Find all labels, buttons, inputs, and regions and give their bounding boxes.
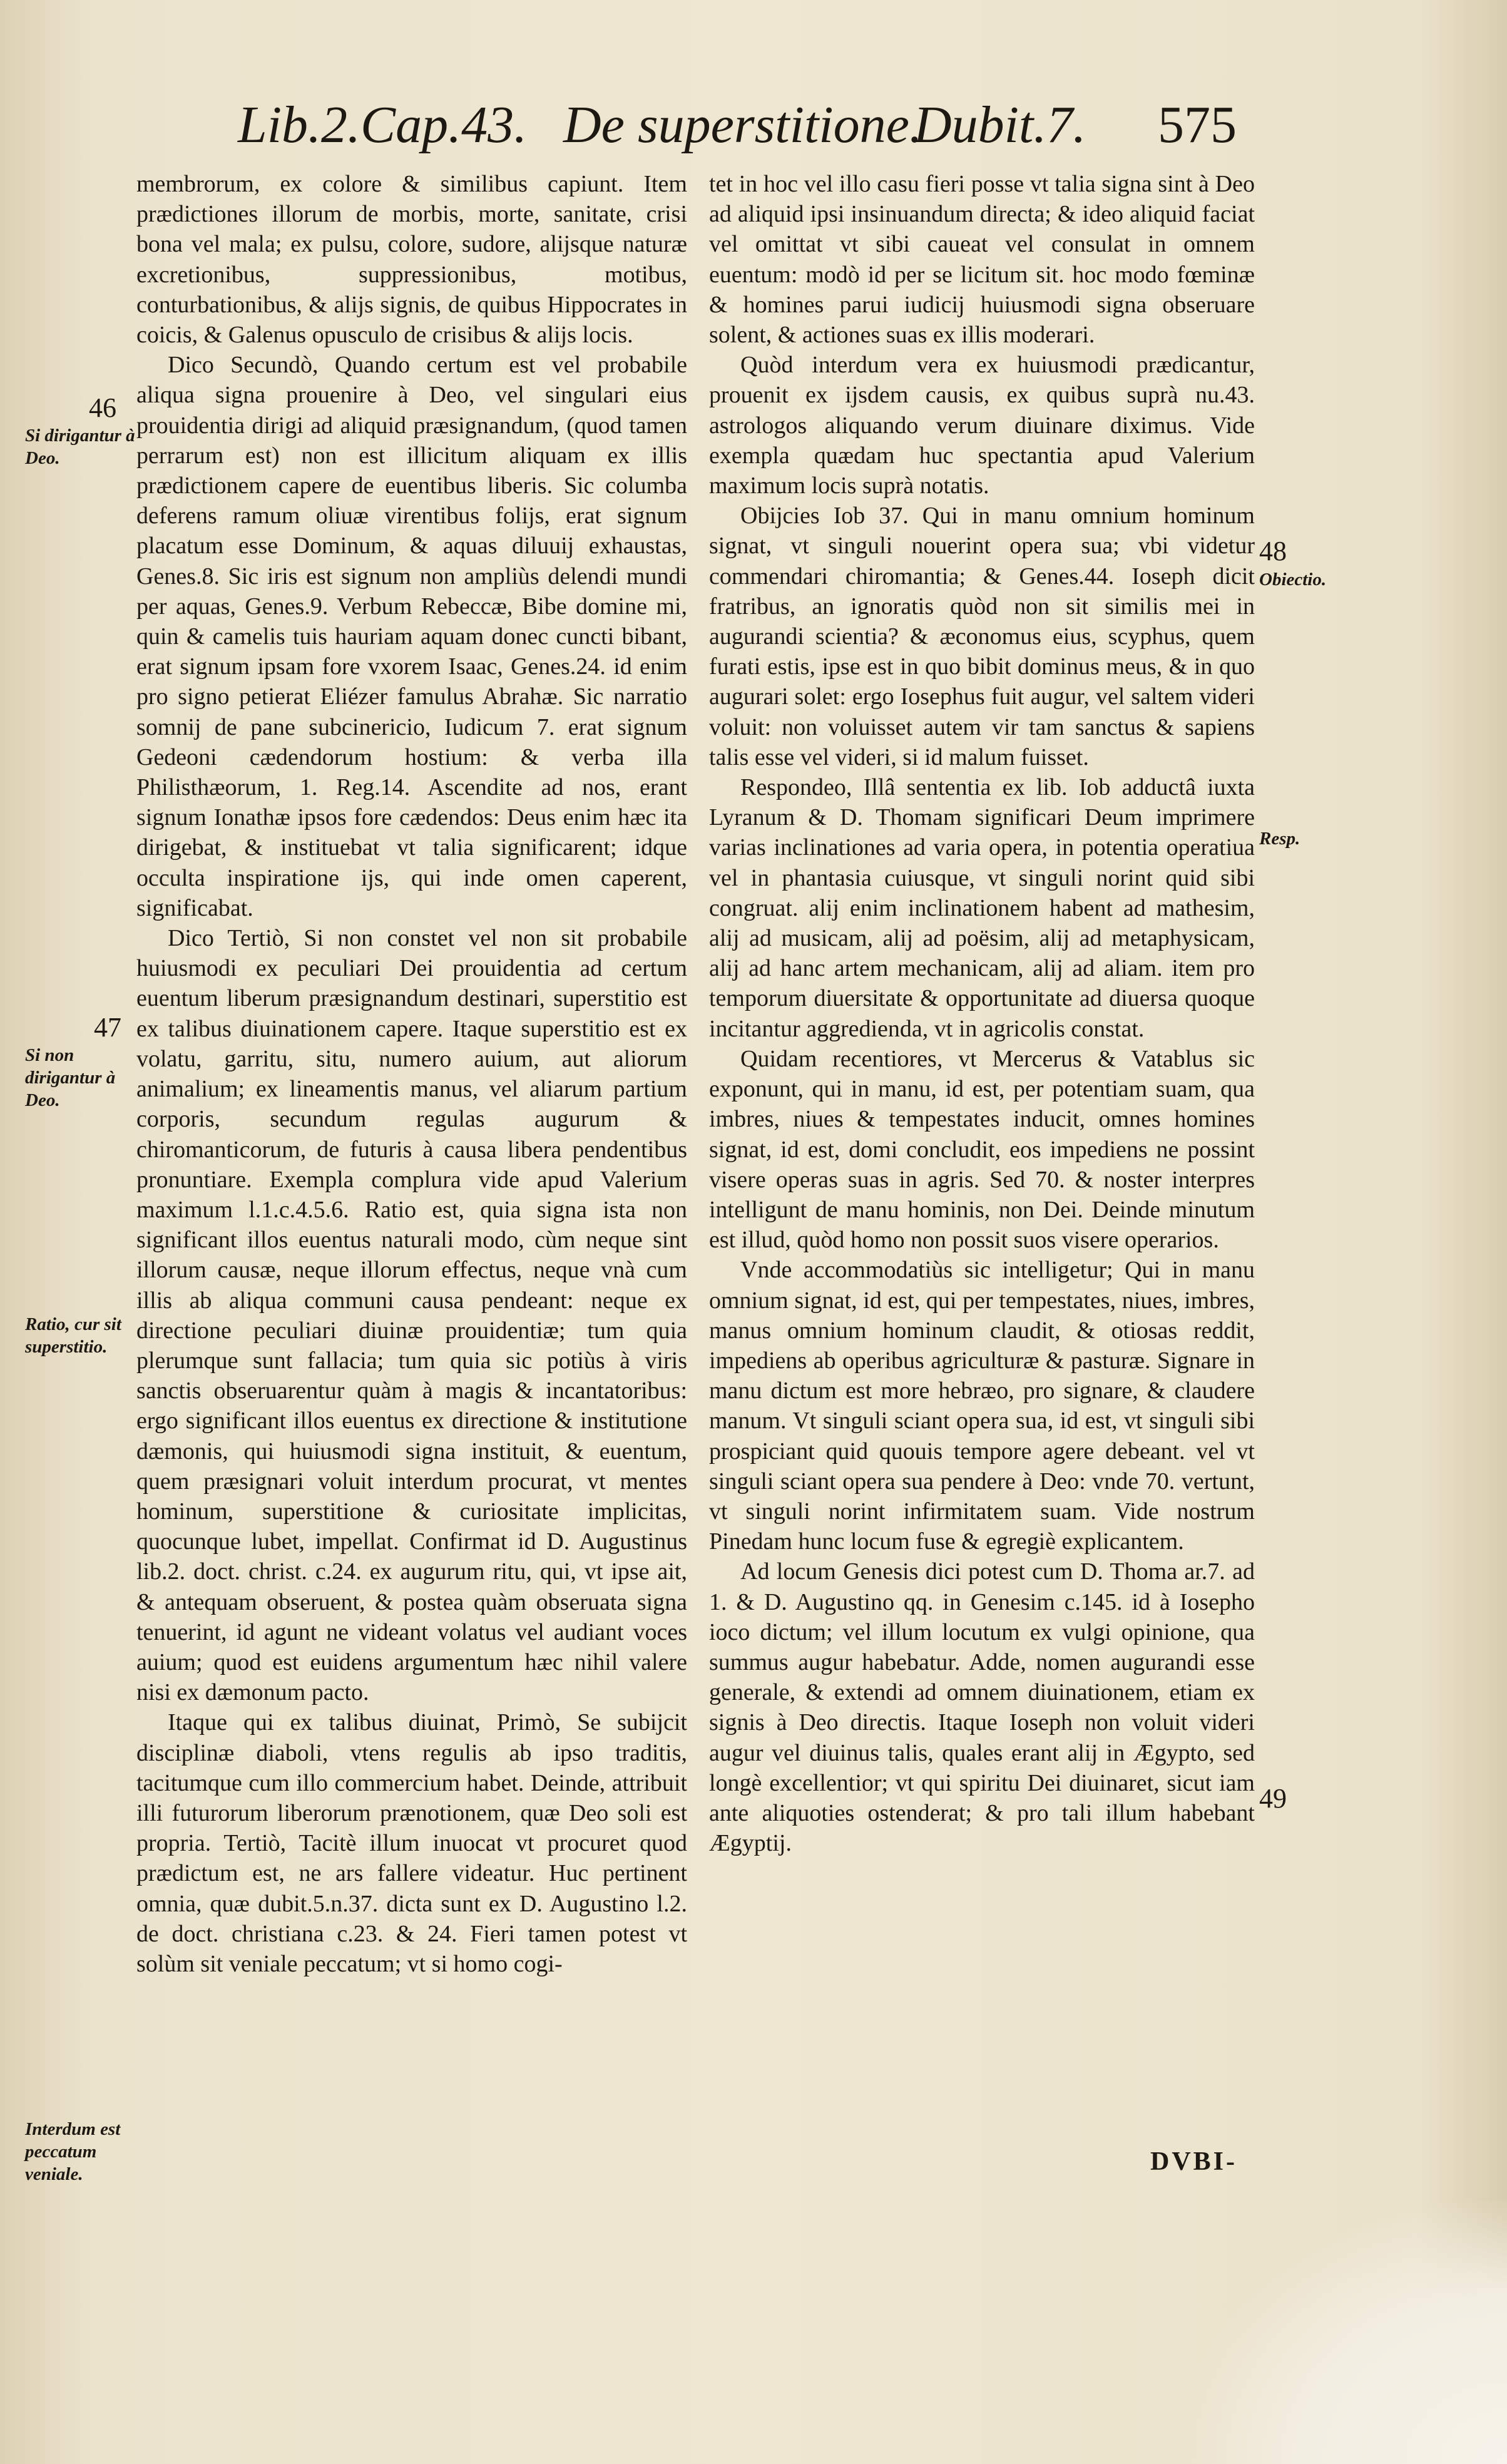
page-corner-damage (1182, 2201, 1507, 2464)
margin-note-obiectio: Obiectio. (1259, 570, 1327, 590)
section-number-46: 46 (89, 392, 116, 423)
section-number-48: 48 (1259, 536, 1287, 566)
paragraph: Quòd interdum vera ex huiusmodi prædicantur, prouenit ex ijsdem causis, ex quibus suprà nu.43. astrologos aliquando verum diuinare diximus. Vide exempla quædam huc spectantia apud Valerium maximum locis suprà notatis. (709, 352, 1255, 499)
section-number-47: 47 (94, 1012, 121, 1043)
catchword: DVBI- (1150, 2147, 1238, 2176)
paragraph: membrorum, ex colore & similibus capiunt. Item prædictiones illorum de morbis, morte, sanitate, crisi bona vel mala; ex pulsu, colore, sudore, alijsque naturæ excretionibus, suppressionibus, motibus, conturbationibus, & alijs signis, de quibus Hippocrates in coicis, & Galenus opusculo de crisibus & alijs locis. (136, 171, 687, 349)
paragraph: tet in hoc vel illo casu fieri posse vt talia signa sint à Deo ad aliquid ipsi insinuandum directa; & ideo aliquid faciat vel omittat vt sibi caueat vel consulat in omnem euentum: modò id per se licitum sit. hoc modo fœminæ & homines parui iudicij huiusmodi signa obseruare solent, & actiones suas ex illis moderari. (709, 171, 1255, 349)
section-number-49: 49 (1259, 1783, 1287, 1814)
paragraph: Ad locum Genesis dici potest cum D. Thoma ar.7. ad 1. & D. Augustino qq. in Genesim c.145. id à Iosepho ioco dictum; vel illum locutum ex vulgi opinione, qua summus augur habebatur. Adde, nomen augurandi esse generale, & extendi ad omnem diuinationem, etiam ex signis à Deo directis. Itaque Ioseph non voluit videri augur vel diuinus talis, quales erant alij in Ægypto, sed longè excellentior; vt qui spiritu Dei diuinaret, sicut iam ante aliquoties ostenderat; & pro tali illum habebant Ægyptij. (709, 1558, 1255, 1857)
header-dubium: Dubit.7. (914, 96, 1086, 154)
paragraph: Dico Tertiò, Si non constet vel non sit probabile huiusmodi ex peculiari Dei prouidentia ad certum euentum liberum præsignandum destinari, superstitio est ex talibus diuinationem capere. Itaque superstitio est ex volatu, garritu, situ, numero auium, aut aliorum animalium; ex lineamentis manus, vel aliarum partium corporis, secundum regulas augurum & chiromanticorum, de futuris à causa libera pendentibus pronuntiare. Exempla complura vide apud Valerium maximum l.1.c.4.5.6. Ratio est, quia signa ista non significant illos euentus naturali modo, cùm neque sint illorum causæ, neque illorum effectus, neque vnà cum illis ab aliqua communi causa pendeant: neque ex directione peculiari diuinæ prouidentiæ; tum quia plerumque sunt fallacia; tum quia sic potiùs à viris sanctis obseruarentur quàm à magis & incantatoribus: ergo significant illos euentus ex directione & institutione dæmonis, qui huiusmodi signa instituit, & euentum, quem præsignari voluit interdum procurat, vt mentes hominum, superstitione & curiositate implicitas, quocunque lubet, impellat. Confirmat id D. Augustinus lib.2. doct. christ. c.24. ex augurum ritu, qui, vt ipse ait, & antequam obseruent, & postea quàm obseruata signa tenuerint, id agunt ne videant volatus vel audiant voces auium; quod est euidens argumentum hæc nihil valere nisi ex dæmonum pacto. (136, 925, 687, 1706)
margin-note-ratio: Ratio, cur sit superstitio. (25, 1314, 121, 1357)
margin-note-interdum: Interdum est peccatum veniale. (25, 2119, 121, 2184)
paragraph: Vnde accommodatiùs sic intelligetur; Qui in manu omnium signat, id est, qui per tempestates, niues, imbres, manus omnium hominum claudit, & otiosas reddit, impediens ab operibus agriculturæ & pasturæ. Signare in manu dictum est more hebræo, pro signare, & claudere manum. Vt singuli sciant opera sua, id est, vt singuli sibi prospiciant quid quouis tempore agere debeant. vel vt singuli sciant opera sua pendere à Deo: vnde 70. vertunt, vt singuli norint infirmitatem suam. Vide nostrum Pinedam hunc locum fuse & egregiè explicantem. (709, 1257, 1255, 1555)
page-number: 575 (1158, 96, 1237, 154)
margin-note-47: Si non dirigantur à Deo. (25, 1045, 116, 1110)
margin-note-resp: Resp. (1259, 829, 1300, 849)
paragraph: Quidam recentiores, vt Mercerus & Vatablus sic exponunt, qui in manu, id est, per potentiam suam, qua imbres, niues & tempestates inducit, omnes homines signat, id est, domi concludit, eos impediens ne possint visere operas suas in agris. Sed 70. & noster interpres intelligunt de manu hominis, non Dei. Deinde minutum est illud, quòd homo non possit suos visere operarios. (709, 1045, 1255, 1254)
header-book-chapter: Lib.2.Cap.43. (238, 96, 528, 154)
left-column (136, 169, 687, 2197)
running-header (238, 88, 1239, 163)
paragraph: Respondeo, Illâ sententia ex lib. Iob adductâ iuxta Lyranum & D. Thomam significari Deum imprimere varias inclinationes ad varia opera, in potentia operatiua vel in phantasia cuiusque, vt singuli norint quid sibi congruat. alij enim inclinationem habent ad mathesim, alij ad musicam, alij ad poësim, alij ad metaphysicam, alij ad hanc artem mechanicam, alij ad aliam. item pro temporum diuersitate & opportunitate ad diuersa quoque incitantur aggredienda, vt in agricolis constat. (709, 774, 1255, 1042)
paragraph: Obijcies Iob 37. Qui in manu omnium hominum signat, vt singuli nouerint opera sua; vbi videtur commendari chiromantia; & Genes.44. Ioseph dicit fratribus, an ignoratis quòd non sit similis mei in augurandi scientia? & æconomus eius, scyphus, quem furati estis, ipse est in quo bibit dominus meus, & in quo augurari solet: ergo Iosephus fuit augur, vel saltem videri voluit: non voluisset autem vir tam sanctus & sapiens talis esse vel videri, si id malum fuisset. (709, 503, 1255, 770)
paragraph: Dico Secundò, Quando certum est vel probabile aliqua signa prouenire à Deo, vel singulari eius prouidentia dirigi ad aliquid præsignandum, (quod tamen perrarum est) non est illicitum aliquam ex illis prædictionem capere de euentibus liberis. Sic columba deferens ramum oliuæ virentibus folijs, erat signum placatum esse Dominum, & aquas diluuij exhaustas, Genes.8. Sic iris est signum non ampliùs delendi mundi per aquas, Genes.9. Verbum Rebeccæ, Bibe domine mi, quin & camelis tuis hauriam aquam donec cuncti bibant, erat signum ipsam fore vxorem Isaac, Genes.24. id enim pro signo petierat Eliézer famulus Abrahæ. Sic narratio somnij de pane subcinericio, Iudicum 7. erat signum Gedeoni cædendorum hostium: & verba illa Philisthæorum, 1. Reg.14. Ascendite ad nos, erant signum Ionathæ ipsos fore cædendos: Deus enim hæc ita dirigebat, & instituebat vt talia significarent; idque occulta inspiratione ijs, qui inde omen caperent, significabat. (136, 352, 687, 921)
header-title: De superstitione. (563, 96, 922, 154)
paragraph: Itaque qui ex talibus diuinat, Primò, Se subijcit disciplinæ diaboli, vtens regulis ab ipso traditis, tacitumque cum illo commercium habet. Deinde, attribuit illi futurorum liberorum prænotionem, quæ Deo soli est propria. Tertiò, Tacitè illum inuocat vt procuret quod prædictum est, ne ars fallere videatur. Huc pertinent omnia, quæ dubit.5.n.37. dicta sunt ex D. Augustino l.2. de doct. christiana c.23. & 24. Fieri tamen potest vt solùm sit veniale peccatum; vt si homo cogi- (136, 1709, 687, 1977)
margin-note-46: Si dirigantur à Deo. (25, 426, 135, 468)
right-column (709, 169, 1255, 2197)
